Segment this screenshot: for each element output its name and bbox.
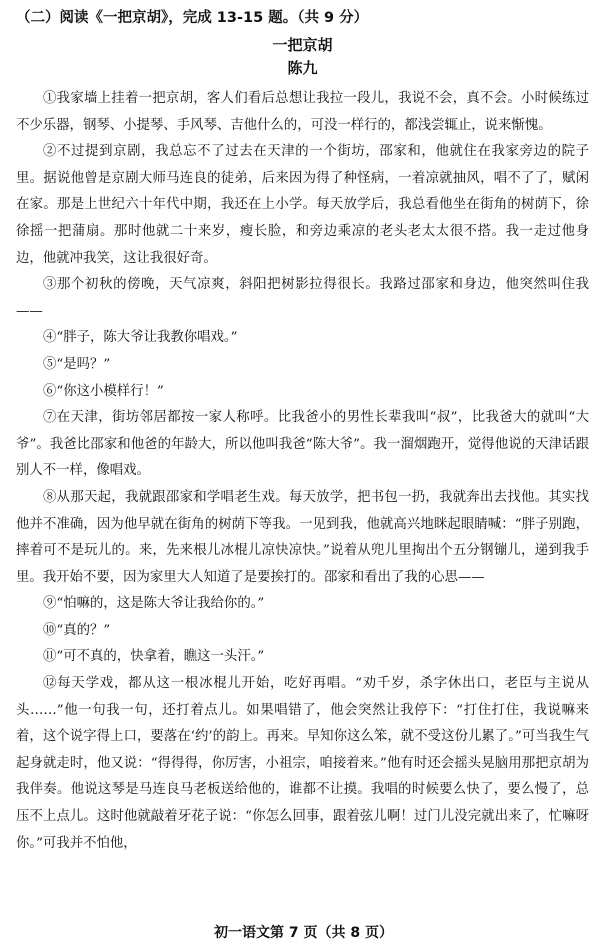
- paragraph-7: ⑦在天津，街坊邻居都按一家人称呼。比我爸小的男性长辈我叫“叔”，比我爸大的就叫“大爷”。我爸比邵家和他爸的年龄大，所以他叫我爸“陈大爷”。我一溜烟跑开，觉得他说的天津话跟别人不一样，像唱戏。: [16, 410, 589, 479]
- article-body: [16, 86, 589, 857]
- paragraph-6: ⑥“你这小模样行！”: [43, 383, 164, 399]
- paragraph-11: ⑪“可不真的，快拿着，瞧这一头汗。”: [43, 649, 265, 665]
- section-header: （二）阅读《一把京胡》，完成 13-15 题。（共 9 分）: [16, 10, 369, 26]
- paragraph-3: ③那个初秋的傍晚，天气凉爽，斜阳把树影拉得很长。我路过邵家和身边，他突然叫住我——: [16, 277, 589, 319]
- paragraph-2: ②不过提到京剧，我总忘不了过去在天津的一个街坊，邵家和，他就住在我家旁边的院子里。据说他曾是京剧大师马连良的徒弟，后来因为得了种怪病，一着凉就抽风，唱不了了，赋闲在家。那是上世纪六十年代中期，我还在上小学。每天放学后，我总看他坐在街角的树荫下，徐徐摇一把蒲扇。那时他就二十来岁，瘦长脸，和旁边乘凉的老头老太太很不搭。我一走过他身边，他就冲我笑，这让我很好奇。: [16, 144, 589, 266]
- paragraph-4: ④“胖子，陈大爷让我教你唱戏。”: [43, 330, 238, 346]
- article-author: 陈九: [287, 59, 318, 77]
- paragraph-10: ⑩“真的？”: [43, 622, 111, 638]
- paragraph-5: ⑤“是吗？”: [43, 356, 111, 372]
- article-title: 一把京胡: [272, 36, 333, 54]
- page-footer: 初一语文第 7 页（共 8 页）: [214, 925, 393, 941]
- paragraph-12: ⑫每天学戏，都从这一根冰棍儿开始，吃好再唱。“劝千岁，杀字休出口，老臣与主说从头……”他一句我一句，还打着点儿。如果唱错了，他会突然让我停下：“打住打住，我说嘛来着，这个说字得上口，要落在‘约’的韵上。再来。早知你这么笨，就不受这份儿累了。”可当我生气起身就走时，他又说：“得得得，你厉害，小祖宗，咱接着来。”他有时还会摇头晃脑用那把京胡为我伴奏。他说这琴是马连良马老板送给他的，谁都不让摸。我唱的时候要么快了，要么慢了，总压不上点儿。这时他就敲着牙花子说：“你怎么回事，跟着弦儿啊！过门儿没完就出来了，忙嘛呀你。”可我并不怕他，: [16, 676, 589, 851]
- paragraph-8: ⑧从那天起，我就跟邵家和学唱老生戏。每天放学，把书包一扔，我就奔出去找他。其实找他并不准确，因为他早就在街角的树荫下等我。一见到我，他就高兴地眯起眼睛喊：“胖子别跑，摔着可不是玩儿的。来，先来根儿冰棍儿凉快凉快。”说着从兜儿里掏出个五分钢镚儿，递到我手里。我开始不要，因为家里大人知道了是要挨打的。邵家和看出了我的心思——: [16, 489, 589, 585]
- paragraph-9: ⑨“怕嘛的，这是陈大爷让我给你的。”: [43, 596, 265, 612]
- paragraph-1: ①我家墙上挂着一把京胡，客人们看后总想让我拉一段儿，我说不会，真不会。小时候练过不少乐器，钢琴、小提琴、手风琴、吉他什么的，可没一样行的，都浅尝辄止，说来惭愧。: [16, 91, 589, 133]
